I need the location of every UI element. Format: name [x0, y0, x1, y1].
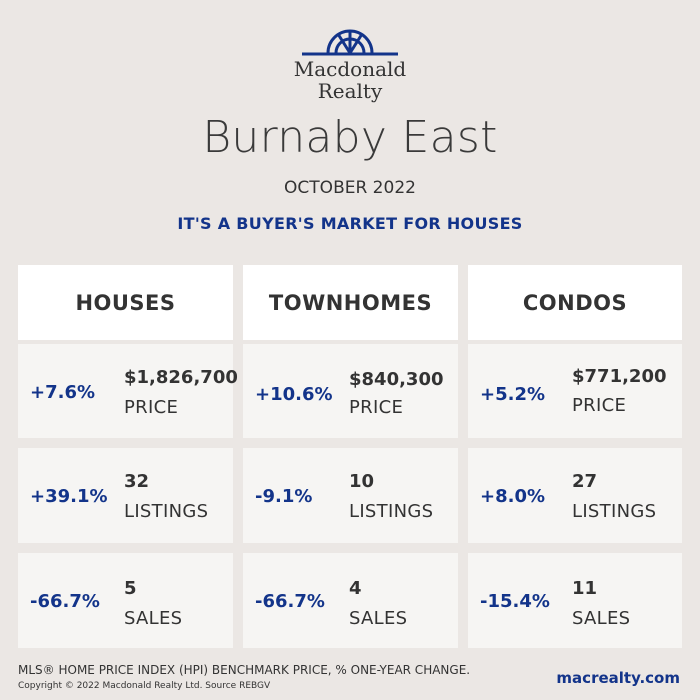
- townhomes-price-change: +10.6%: [255, 384, 333, 405]
- brand-name-line1: Macdonald: [293, 57, 407, 81]
- houses-price-card: [18, 344, 238, 438]
- townhomes-listings-label: LISTINGS: [349, 501, 434, 522]
- townhomes-listings-value: 10: [349, 471, 375, 492]
- report-date: OCTOBER 2022: [284, 178, 416, 198]
- macdonald-realty-emblem-icon: [300, 22, 400, 56]
- townhomes-header-card: [243, 265, 458, 340]
- page-title: Burnaby East: [202, 112, 498, 163]
- houses-sales-label: SALES: [124, 608, 183, 629]
- condos-header-card: [468, 265, 682, 340]
- houses-price-change: +7.6%: [30, 382, 96, 403]
- houses-sales-card: [18, 553, 233, 648]
- condos-listings-value: 27: [572, 471, 598, 492]
- townhomes-listings-card: [243, 448, 458, 543]
- houses-sales-change: -66.7%: [30, 591, 100, 612]
- condos-listings-change: +8.0%: [480, 486, 546, 507]
- condos-sales-value: 11: [572, 578, 598, 599]
- townhomes-sales-value: 4: [349, 578, 362, 599]
- market-headline: IT'S A BUYER'S MARKET FOR HOUSES: [177, 214, 523, 233]
- townhomes-sales-change: -66.7%: [255, 591, 325, 612]
- brand-name: [0, 58, 700, 102]
- condos-price-label: PRICE: [572, 395, 627, 416]
- houses-price-value: $1,826,700: [124, 367, 238, 388]
- townhomes-price-label: PRICE: [349, 397, 404, 418]
- condos-sales-label: SALES: [572, 608, 631, 629]
- copyright: Copyright © 2022 Macdonald Realty Ltd. Source REBGV: [18, 681, 271, 691]
- condos-price-value: $771,200: [572, 366, 667, 387]
- townhomes-listings-change: -9.1%: [255, 486, 313, 507]
- brand-logo: [0, 22, 700, 102]
- houses-listings-card: [18, 448, 233, 543]
- condos-price-card: [468, 344, 682, 438]
- houses-header-card: [18, 265, 233, 340]
- houses-sales-value: 5: [124, 578, 137, 599]
- houses-listings-change: +39.1%: [30, 486, 108, 507]
- brand-name-line2: Realty: [317, 79, 383, 103]
- houses-listings-label: LISTINGS: [124, 501, 209, 522]
- townhomes-price-value: $840,300: [349, 369, 444, 390]
- column-title-townhomes: TOWNHOMES: [268, 290, 433, 315]
- footnote: MLS® HOME PRICE INDEX (HPI) BENCHMARK PRICE, % ONE-YEAR CHANGE.: [18, 663, 471, 677]
- houses-listings-value: 32: [124, 471, 150, 492]
- condos-listings-card: [468, 448, 682, 543]
- condos-listings-label: LISTINGS: [572, 501, 657, 522]
- condos-price-change: +5.2%: [480, 384, 546, 405]
- website-link[interactable]: macrealty.com: [556, 669, 680, 687]
- townhomes-price-card: [243, 344, 458, 438]
- column-title-condos: CONDOS: [522, 290, 628, 315]
- townhomes-sales-card: [243, 553, 458, 648]
- condos-sales-card: [468, 553, 682, 648]
- condos-sales-change: -15.4%: [480, 591, 550, 612]
- houses-price-label: PRICE: [124, 397, 179, 418]
- townhomes-sales-label: SALES: [349, 608, 408, 629]
- column-title-houses: HOUSES: [75, 290, 176, 315]
